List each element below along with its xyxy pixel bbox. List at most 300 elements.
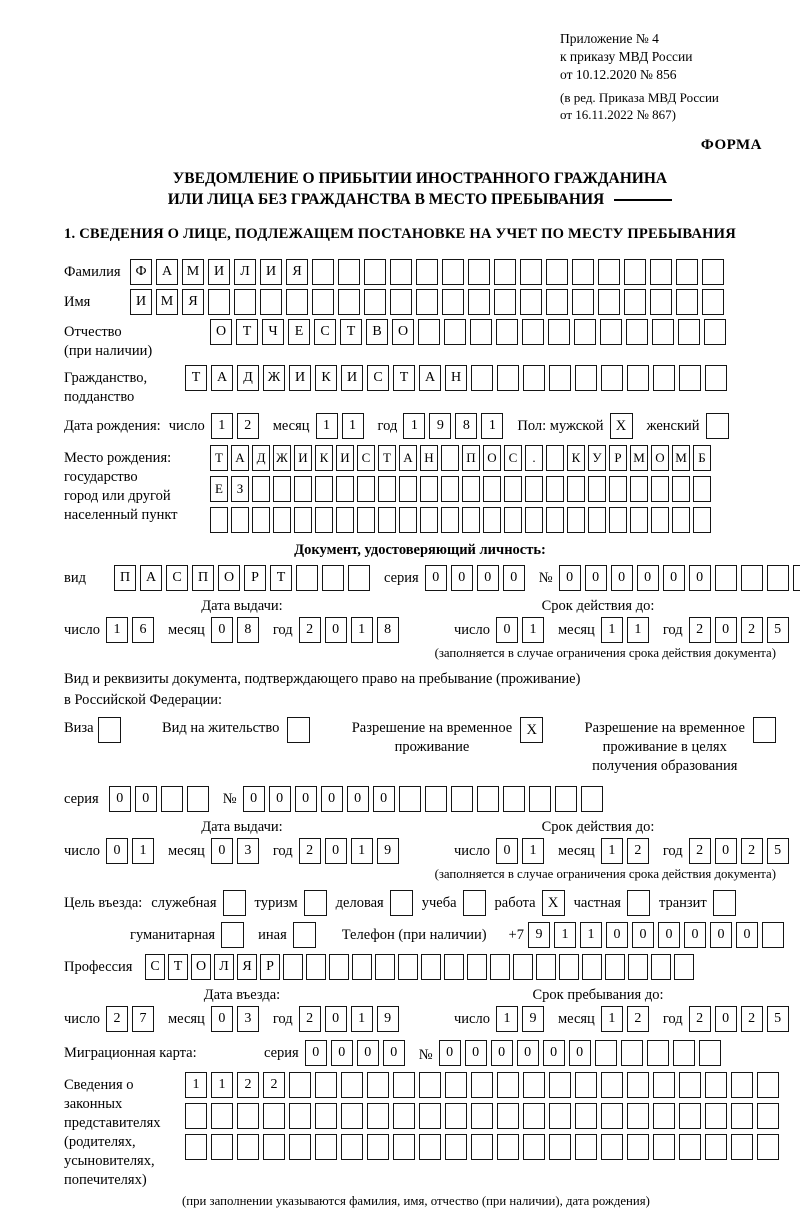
form-cell[interactable] — [367, 1072, 389, 1098]
form-cell[interactable] — [605, 954, 625, 980]
form-cell[interactable]: К — [567, 445, 585, 471]
form-cell[interactable] — [496, 319, 518, 345]
form-cell[interactable]: 0 — [211, 838, 233, 864]
form-cell[interactable] — [525, 507, 543, 533]
form-cell[interactable]: О — [392, 319, 414, 345]
form-cell[interactable]: 0 — [715, 1006, 737, 1032]
residence-series-cells[interactable] — [109, 786, 213, 812]
form-cell[interactable]: Т — [168, 954, 188, 980]
form-cell[interactable] — [468, 259, 490, 285]
form-cell[interactable] — [588, 507, 606, 533]
doc-issue-day-cells[interactable] — [106, 617, 158, 643]
form-cell[interactable]: С — [166, 565, 188, 591]
form-cell[interactable] — [471, 1072, 493, 1098]
form-cell[interactable]: 7 — [132, 1006, 154, 1032]
form-cell[interactable] — [289, 1072, 311, 1098]
form-cell[interactable] — [624, 259, 646, 285]
form-cell[interactable]: 0 — [689, 565, 711, 591]
form-cell[interactable]: Т — [340, 319, 362, 345]
form-cell[interactable] — [211, 1103, 233, 1129]
form-cell[interactable]: 0 — [585, 565, 607, 591]
form-cell[interactable] — [626, 319, 648, 345]
form-cell[interactable] — [471, 1134, 493, 1160]
form-cell[interactable] — [598, 259, 620, 285]
form-cell[interactable] — [399, 786, 421, 812]
form-cell[interactable]: Т — [185, 365, 207, 391]
form-cell[interactable] — [630, 476, 648, 502]
form-cell[interactable] — [289, 1103, 311, 1129]
form-cell[interactable]: 0 — [331, 1040, 353, 1066]
form-cell[interactable] — [283, 954, 303, 980]
form-cell[interactable]: И — [289, 365, 311, 391]
form-cell[interactable]: 2 — [106, 1006, 128, 1032]
form-cell[interactable]: 8 — [237, 617, 259, 643]
form-cell[interactable] — [549, 365, 571, 391]
visa-checkbox[interactable] — [98, 717, 121, 743]
form-cell[interactable]: О — [651, 445, 669, 471]
residence-number-cells[interactable] — [243, 786, 607, 812]
form-cell[interactable]: М — [182, 259, 204, 285]
form-cell[interactable]: А — [211, 365, 233, 391]
form-cell[interactable] — [390, 259, 412, 285]
form-cell[interactable]: 0 — [325, 838, 347, 864]
form-cell[interactable] — [185, 1134, 207, 1160]
residence-issue-month-cells[interactable] — [211, 838, 263, 864]
form-cell[interactable] — [237, 1134, 259, 1160]
form-cell[interactable] — [289, 1134, 311, 1160]
form-cell[interactable] — [651, 476, 669, 502]
form-cell[interactable] — [322, 565, 344, 591]
residence-permit-checkbox[interactable] — [287, 717, 310, 743]
form-cell[interactable] — [468, 289, 490, 315]
form-cell[interactable]: О — [210, 319, 232, 345]
form-cell[interactable] — [494, 289, 516, 315]
form-cell[interactable] — [470, 319, 492, 345]
form-cell[interactable] — [699, 1040, 721, 1066]
form-cell[interactable] — [715, 565, 737, 591]
form-cell[interactable]: 1 — [403, 413, 425, 439]
form-cell[interactable] — [231, 507, 249, 533]
form-cell[interactable] — [420, 476, 438, 502]
purpose-work-checkbox[interactable]: X — [542, 890, 565, 916]
form-cell[interactable]: Б — [693, 445, 711, 471]
form-cell[interactable]: П — [114, 565, 136, 591]
form-cell[interactable] — [187, 786, 209, 812]
form-cell[interactable]: 0 — [373, 786, 395, 812]
form-cell[interactable] — [462, 476, 480, 502]
form-cell[interactable]: 0 — [325, 1006, 347, 1032]
form-cell[interactable] — [523, 1134, 545, 1160]
doc-issue-year-cells[interactable] — [299, 617, 403, 643]
form-cell[interactable] — [588, 476, 606, 502]
purpose-other-checkbox[interactable] — [293, 922, 316, 948]
form-cell[interactable]: 0 — [684, 922, 706, 948]
form-cell[interactable] — [672, 476, 690, 502]
form-cell[interactable] — [529, 786, 551, 812]
form-cell[interactable]: О — [191, 954, 211, 980]
form-cell[interactable]: 2 — [627, 1006, 649, 1032]
form-cell[interactable] — [609, 507, 627, 533]
form-cell[interactable]: 2 — [689, 1006, 711, 1032]
form-cell[interactable]: 2 — [263, 1072, 285, 1098]
form-cell[interactable]: М — [630, 445, 648, 471]
form-cell[interactable]: А — [140, 565, 162, 591]
form-cell[interactable]: 0 — [243, 786, 265, 812]
form-cell[interactable]: Т — [236, 319, 258, 345]
form-cell[interactable] — [762, 922, 784, 948]
form-cell[interactable]: 2 — [627, 838, 649, 864]
form-cell[interactable]: У — [588, 445, 606, 471]
form-cell[interactable] — [477, 786, 499, 812]
form-cell[interactable] — [294, 507, 312, 533]
form-cell[interactable] — [522, 319, 544, 345]
form-cell[interactable]: И — [208, 259, 230, 285]
birth-place-row-2[interactable] — [210, 476, 714, 502]
form-cell[interactable]: 1 — [601, 617, 623, 643]
form-cell[interactable] — [378, 476, 396, 502]
temp-residence-edu-checkbox[interactable] — [753, 717, 776, 743]
form-cell[interactable] — [294, 476, 312, 502]
doc-expiry-year-cells[interactable] — [689, 617, 793, 643]
form-cell[interactable] — [306, 954, 326, 980]
form-cell[interactable]: А — [419, 365, 441, 391]
form-cell[interactable] — [315, 507, 333, 533]
form-cell[interactable]: Р — [244, 565, 266, 591]
form-cell[interactable]: 0 — [347, 786, 369, 812]
form-cell[interactable]: Ж — [273, 445, 291, 471]
form-cell[interactable] — [315, 1134, 337, 1160]
stay-year-cells[interactable] — [689, 1006, 793, 1032]
form-cell[interactable]: О — [483, 445, 501, 471]
form-cell[interactable]: С — [145, 954, 165, 980]
entry-month-cells[interactable] — [211, 1006, 263, 1032]
form-cell[interactable]: 0 — [269, 786, 291, 812]
form-cell[interactable]: Т — [270, 565, 292, 591]
form-cell[interactable] — [462, 507, 480, 533]
form-cell[interactable]: Т — [210, 445, 228, 471]
form-cell[interactable] — [341, 1103, 363, 1129]
form-cell[interactable]: О — [218, 565, 240, 591]
form-cell[interactable] — [741, 565, 763, 591]
form-cell[interactable]: Р — [609, 445, 627, 471]
form-cell[interactable]: А — [231, 445, 249, 471]
form-cell[interactable] — [357, 476, 375, 502]
form-cell[interactable] — [651, 507, 669, 533]
form-cell[interactable] — [208, 289, 230, 315]
form-cell[interactable]: 2 — [741, 1006, 763, 1032]
form-cell[interactable] — [338, 259, 360, 285]
form-cell[interactable] — [621, 1040, 643, 1066]
form-cell[interactable] — [497, 1103, 519, 1129]
residence-issue-year-cells[interactable] — [299, 838, 403, 864]
form-cell[interactable]: 0 — [503, 565, 525, 591]
form-cell[interactable]: Я — [182, 289, 204, 315]
form-cell[interactable]: 1 — [601, 838, 623, 864]
form-cell[interactable] — [497, 365, 519, 391]
form-cell[interactable] — [767, 565, 789, 591]
form-cell[interactable]: 0 — [325, 617, 347, 643]
form-cell[interactable] — [572, 289, 594, 315]
form-cell[interactable] — [378, 507, 396, 533]
form-cell[interactable] — [416, 259, 438, 285]
form-cell[interactable]: Н — [445, 365, 467, 391]
form-cell[interactable]: 0 — [211, 1006, 233, 1032]
form-cell[interactable]: 0 — [611, 565, 633, 591]
form-cell[interactable]: 1 — [132, 838, 154, 864]
phone-cells[interactable] — [528, 922, 788, 948]
form-cell[interactable] — [393, 1072, 415, 1098]
form-cell[interactable] — [653, 1103, 675, 1129]
form-cell[interactable]: 1 — [351, 617, 373, 643]
form-cell[interactable] — [497, 1072, 519, 1098]
form-cell[interactable] — [483, 507, 501, 533]
form-cell[interactable] — [341, 1134, 363, 1160]
form-cell[interactable] — [674, 954, 694, 980]
form-cell[interactable] — [263, 1134, 285, 1160]
form-cell[interactable]: 3 — [237, 1006, 259, 1032]
form-cell[interactable] — [574, 319, 596, 345]
form-cell[interactable]: 0 — [715, 838, 737, 864]
form-cell[interactable] — [582, 954, 602, 980]
form-cell[interactable] — [210, 507, 228, 533]
form-cell[interactable]: 1 — [580, 922, 602, 948]
form-cell[interactable]: 1 — [601, 1006, 623, 1032]
form-cell[interactable] — [757, 1134, 779, 1160]
form-cell[interactable]: 1 — [316, 413, 338, 439]
form-cell[interactable] — [471, 365, 493, 391]
form-cell[interactable] — [673, 1040, 695, 1066]
form-cell[interactable] — [523, 1103, 545, 1129]
form-cell[interactable] — [693, 476, 711, 502]
form-cell[interactable]: 0 — [477, 565, 499, 591]
purpose-humanitarian-checkbox[interactable] — [221, 922, 244, 948]
form-cell[interactable] — [390, 289, 412, 315]
doc-issue-month-cells[interactable] — [211, 617, 263, 643]
form-cell[interactable] — [252, 476, 270, 502]
form-cell[interactable] — [546, 289, 568, 315]
form-cell[interactable] — [548, 319, 570, 345]
form-cell[interactable] — [393, 1103, 415, 1129]
form-cell[interactable] — [441, 507, 459, 533]
form-cell[interactable] — [421, 954, 441, 980]
form-cell[interactable] — [678, 319, 700, 345]
form-cell[interactable]: 1 — [496, 1006, 518, 1032]
form-cell[interactable] — [161, 786, 183, 812]
form-cell[interactable]: Е — [288, 319, 310, 345]
form-cell[interactable] — [679, 1072, 701, 1098]
form-cell[interactable] — [650, 289, 672, 315]
profession-cells[interactable] — [145, 954, 697, 980]
form-cell[interactable] — [341, 1072, 363, 1098]
form-cell[interactable]: Д — [252, 445, 270, 471]
form-cell[interactable]: Д — [237, 365, 259, 391]
form-cell[interactable] — [234, 289, 256, 315]
form-cell[interactable] — [601, 1072, 623, 1098]
form-cell[interactable] — [757, 1103, 779, 1129]
form-cell[interactable]: 0 — [321, 786, 343, 812]
form-cell[interactable] — [312, 289, 334, 315]
form-cell[interactable] — [520, 289, 542, 315]
form-cell[interactable]: 0 — [736, 922, 758, 948]
birth-place-row-1[interactable] — [210, 445, 714, 471]
form-cell[interactable] — [442, 289, 464, 315]
form-cell[interactable] — [572, 259, 594, 285]
residence-expiry-month-cells[interactable] — [601, 838, 653, 864]
form-cell[interactable]: 6 — [132, 617, 154, 643]
doc-series-cells[interactable] — [425, 565, 529, 591]
form-cell[interactable] — [536, 954, 556, 980]
doc-type-cells[interactable] — [114, 565, 374, 591]
form-cell[interactable]: 1 — [106, 617, 128, 643]
form-cell[interactable] — [419, 1072, 441, 1098]
form-cell[interactable]: 2 — [689, 838, 711, 864]
form-cell[interactable] — [731, 1134, 753, 1160]
form-cell[interactable]: С — [357, 445, 375, 471]
form-cell[interactable]: 2 — [741, 838, 763, 864]
form-cell[interactable]: С — [314, 319, 336, 345]
form-cell[interactable]: 5 — [767, 617, 789, 643]
form-cell[interactable]: 0 — [425, 565, 447, 591]
form-cell[interactable] — [513, 954, 533, 980]
form-cell[interactable] — [504, 507, 522, 533]
purpose-private-checkbox[interactable] — [627, 890, 650, 916]
form-cell[interactable] — [598, 289, 620, 315]
form-cell[interactable] — [263, 1103, 285, 1129]
doc-number-cells[interactable] — [559, 565, 800, 591]
form-cell[interactable] — [348, 565, 370, 591]
form-cell[interactable] — [273, 476, 291, 502]
temp-residence-permit-checkbox[interactable]: X — [520, 717, 543, 743]
form-cell[interactable]: 0 — [451, 565, 473, 591]
form-cell[interactable]: Т — [378, 445, 396, 471]
form-cell[interactable]: 0 — [710, 922, 732, 948]
form-cell[interactable] — [416, 289, 438, 315]
patronymic-cells[interactable] — [210, 319, 730, 345]
form-cell[interactable]: 0 — [543, 1040, 565, 1066]
form-cell[interactable]: 1 — [342, 413, 364, 439]
form-cell[interactable] — [651, 954, 671, 980]
form-cell[interactable] — [211, 1134, 233, 1160]
form-cell[interactable]: М — [156, 289, 178, 315]
residence-expiry-day-cells[interactable] — [496, 838, 548, 864]
form-cell[interactable] — [185, 1103, 207, 1129]
form-cell[interactable] — [367, 1103, 389, 1129]
form-cell[interactable] — [731, 1103, 753, 1129]
form-cell[interactable] — [546, 259, 568, 285]
form-cell[interactable] — [653, 365, 675, 391]
form-cell[interactable]: 0 — [211, 617, 233, 643]
form-cell[interactable]: 8 — [377, 617, 399, 643]
form-cell[interactable] — [444, 319, 466, 345]
form-cell[interactable] — [546, 507, 564, 533]
form-cell[interactable]: 1 — [185, 1072, 207, 1098]
representatives-row-1[interactable] — [185, 1072, 783, 1098]
form-cell[interactable] — [567, 507, 585, 533]
form-cell[interactable]: 0 — [305, 1040, 327, 1066]
form-cell[interactable] — [425, 786, 447, 812]
form-cell[interactable]: 1 — [522, 838, 544, 864]
form-cell[interactable]: И — [294, 445, 312, 471]
form-cell[interactable]: 0 — [632, 922, 654, 948]
form-cell[interactable]: 0 — [606, 922, 628, 948]
form-cell[interactable] — [312, 259, 334, 285]
given-name-cells[interactable] — [130, 289, 728, 315]
sex-male-checkbox[interactable]: X — [610, 413, 633, 439]
form-cell[interactable]: Л — [214, 954, 234, 980]
sex-female-checkbox[interactable] — [706, 413, 729, 439]
form-cell[interactable]: 0 — [569, 1040, 591, 1066]
form-cell[interactable]: 1 — [351, 1006, 373, 1032]
form-cell[interactable] — [315, 1103, 337, 1129]
form-cell[interactable] — [497, 1134, 519, 1160]
form-cell[interactable] — [364, 259, 386, 285]
form-cell[interactable] — [441, 476, 459, 502]
form-cell[interactable] — [503, 786, 525, 812]
form-cell[interactable]: 2 — [237, 1072, 259, 1098]
form-cell[interactable]: 9 — [522, 1006, 544, 1032]
form-cell[interactable] — [352, 954, 372, 980]
birth-year-cells[interactable] — [403, 413, 507, 439]
form-cell[interactable] — [420, 507, 438, 533]
form-cell[interactable] — [702, 259, 724, 285]
form-cell[interactable] — [296, 565, 318, 591]
form-cell[interactable]: 2 — [299, 1006, 321, 1032]
form-cell[interactable]: 9 — [377, 1006, 399, 1032]
form-cell[interactable]: З — [231, 476, 249, 502]
form-cell[interactable]: 0 — [663, 565, 685, 591]
form-cell[interactable] — [549, 1072, 571, 1098]
form-cell[interactable] — [627, 1072, 649, 1098]
form-cell[interactable]: Я — [286, 259, 308, 285]
form-cell[interactable]: 9 — [377, 838, 399, 864]
form-cell[interactable]: 0 — [357, 1040, 379, 1066]
form-cell[interactable] — [731, 1072, 753, 1098]
form-cell[interactable]: Ж — [263, 365, 285, 391]
form-cell[interactable]: 0 — [559, 565, 581, 591]
form-cell[interactable] — [367, 1134, 389, 1160]
form-cell[interactable] — [627, 1134, 649, 1160]
form-cell[interactable]: 0 — [658, 922, 680, 948]
form-cell[interactable] — [315, 476, 333, 502]
birth-place-row-3[interactable] — [210, 507, 714, 533]
form-cell[interactable]: 1 — [211, 413, 233, 439]
form-cell[interactable] — [652, 319, 674, 345]
form-cell[interactable]: 2 — [299, 838, 321, 864]
stay-day-cells[interactable] — [496, 1006, 548, 1032]
migration-series-cells[interactable] — [305, 1040, 409, 1066]
form-cell[interactable] — [575, 1134, 597, 1160]
form-cell[interactable]: 3 — [237, 838, 259, 864]
form-cell[interactable]: И — [130, 289, 152, 315]
form-cell[interactable]: 0 — [637, 565, 659, 591]
form-cell[interactable] — [338, 289, 360, 315]
form-cell[interactable] — [315, 1072, 337, 1098]
form-cell[interactable] — [653, 1134, 675, 1160]
citizenship-cells[interactable] — [185, 365, 731, 391]
form-cell[interactable] — [595, 1040, 617, 1066]
form-cell[interactable]: 0 — [496, 617, 518, 643]
form-cell[interactable]: И — [336, 445, 354, 471]
residence-issue-day-cells[interactable] — [106, 838, 158, 864]
form-cell[interactable] — [237, 1103, 259, 1129]
form-cell[interactable]: Ф — [130, 259, 152, 285]
form-cell[interactable]: К — [315, 365, 337, 391]
purpose-business-trip-checkbox[interactable] — [223, 890, 246, 916]
form-cell[interactable]: П — [192, 565, 214, 591]
form-cell[interactable] — [559, 954, 579, 980]
form-cell[interactable] — [375, 954, 395, 980]
form-cell[interactable] — [393, 1134, 415, 1160]
